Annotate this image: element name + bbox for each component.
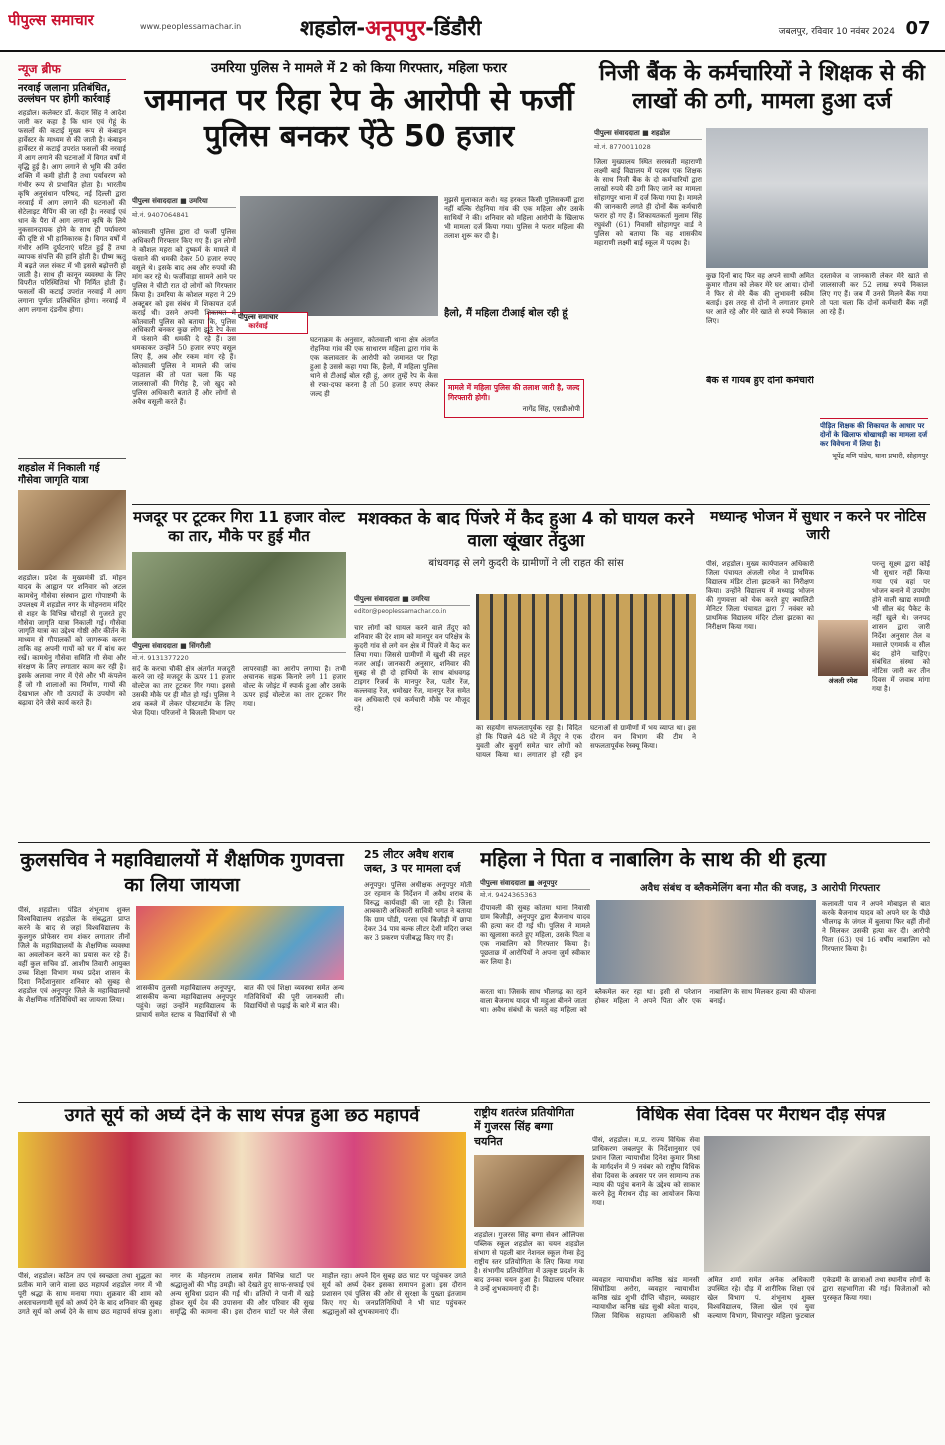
bank-text-3: दस्तावेज व जानकारी लेकर मेरे खाते से जालसाजी कर 52 लाख रुपये निकाल लिए गए हैं। जब मैं उनसे मिलने बैंक गया तो पता चला कि दोनों कर्मचारी बैंक नहीं आ रहे हैं। — [820, 272, 928, 316]
chess-text: शहडोल। गुजरस सिंह बग्गा सेवन ओलिंपस पब्लिक स्कूल शहडोल का चयन शहडोल संभाग से पहली बार नेशनल स्कूल गेम्स हेतु राष्ट्रीय स्तर प्रतियोगिता के लिए किया गया है। संभागीय प्रतियोगिता में उत्कृष्ट प्रदर्शन के बाद उनका चयन हुआ है। विद्यालय परिवार ने उन्हें शुभकामनाएं दी हैं। — [474, 1230, 584, 1293]
chhath-text — [18, 1272, 466, 1432]
midday-meal-story — [706, 508, 930, 838]
midday-headline: मध्यान्ह भोजन में सुधार न करने पर नोटिस जारी — [710, 509, 926, 544]
murder-subhead: अवैध संबंध व ब्लैकमेलिंग बना मौत की वजह, 3 आरोपी गिरफ्तार — [640, 883, 880, 894]
marathon-text-3: दौड़ में शारीरिक शिक्षा एवं खेल विभाग पं. शंभूनाथ शुक्ल विश्वविद्यालय, जिला खेल एवं युवा कल्याण विभाग, विचारपुर महिला फुटबाल एकेडमी के छात्राओं तथा स्थानीय लोगों के द्वारा सहभागिता की गई। विजेताओं को पुरस्कृत किया गया। — [707, 1276, 930, 1320]
murder-byline: पीपुल्स संवाददाता ■ अनूपपुर — [480, 878, 590, 890]
bank-headline: निजी बैंक के कर्मचारियों ने शिक्षक से की लाखों की ठगी, मामला हुआ दर्ज — [599, 61, 925, 114]
marathon-text-2 — [592, 1276, 930, 1434]
murder-text-2: करता था। जिसके साथ भीलगढ़ का रहने वाला बैजनाथ यादव भी महुआ बीनने जाता था। अवैध संबंधों के चलते वह महिला को ब्लैकमेल कर रहा था। इसी से परेशान होकर महिला ने अपने पिता और एक नाबालिग के साथ मिलकर हत्या की योजना बनाई। — [480, 988, 816, 1014]
chhath-text-3: अपने दिन सुबह छठ घाट पर पहुंचकर उगते सूर्य को अर्घ्य देकर इसका समापन हुआ। इस दौरान प्रशासन एवं पुलिस की ओर से सुरक्षा के पुख्ता इंतजाम किए गए थे। जनप्रतिनिधियों ने भी घाट पहुंचकर श्रद्धालुओं को शुभकामनाएं दीं। — [322, 1272, 466, 1316]
page-number: 07 — [905, 18, 931, 39]
murder-byline-box — [480, 878, 590, 902]
gau-seva-photo — [18, 490, 126, 570]
lead-right-column — [444, 196, 584, 500]
midday-caption: अंजली रमेश — [828, 677, 858, 685]
murder-photo — [596, 900, 816, 984]
marathon-photo — [704, 1136, 930, 1272]
dateline: जबलपुर, रविवार 10 नवंबर 2024 — [778, 27, 895, 36]
bank-text-1: जिला मुख्यालय स्थित सरस्वती महाराणी लक्ष्मी बाई विद्यालय में पदस्थ एक शिक्षक के साथ निजी बैंक के दो कर्मचारियों द्वारा लाखों रुपये की ठगी किए जाने का मामला सोहागपुर थाना में दर्ज किया गया है। मामले की जानकारी लगते ही दोनों बैंक कर्मचारी फरार हो गए हैं। शिकायतकर्ता मुलाम सिंह रघुवंशी (61) निवासी सोहागपुर वार्ड ने पुलिस को बताया कि वह शासकीय महाराणी लक्ष्मी बाई स्कूल में पदस्थ है। — [594, 158, 702, 247]
murder-headline: महिला ने पिता व नाबालिग के साथ की थी हत्या — [480, 848, 826, 871]
divider — [18, 1102, 930, 1103]
wire-text: सर्द के करचा चौकी क्षेत्र अंतर्गत मजदूरी करने जा रहे मजदूर के ऊपर 11 हजार वोल्टेज का तार टूटकर गिर गया। इससे उसकी मौके पर ही मौत हो गई। पुलिस ने शव कब्जे में लेकर पोस्टमार्टम के लिए भेज दिया। परिजनों ने बिजली विभाग पर लापरवाही का आरोप लगाया है। तभी अचानक सड़क किनारे लगे 11 हजार वोल्ट के जोइंट में स्पार्क हुआ और उसके ऊपर हाई वोल्टेज का तार टूटकर गिर गया। — [132, 664, 346, 718]
lead-subhead: हैलो, मैं महिला टीआई बोल रही हूं — [444, 308, 568, 319]
brief-tag: न्यूज ब्रीफ — [18, 60, 126, 80]
lead-quote-source: नागेंद्र सिंह, एसडीओपी — [522, 405, 580, 414]
liquor-story — [364, 848, 472, 1098]
lead-headline: जमानत पर रिहा रेप के आरोपी से फर्जी पुलिस बनकर ऐंठे 50 हजार — [144, 82, 574, 155]
bank-caption-source: भूपेंद्र मणि पांडेय, थाना प्रभारी, सोहागपुर — [832, 452, 928, 461]
gau-seva-headline: शहडोल में निकाली गई गौसेवा जागृति यात्रा — [18, 463, 100, 486]
midday-text-2: परन्तु सूक्ष्म द्वारा कोई भी सुधार नहीं किया गया एवं वहां पर भोजन बनाने में उपयोग होने वाली खाद्य सामग्री भी सील बंद पैकेट के नहीं खुले थे। जनपद शासन द्वारा जारी निर्देश अनुसार तेल व मसाले एगमार्क व सील बंद होने चाहिए। संबंधित संस्था को नोटिस जारी कर तीन दिवस में जवाब मांगा गया है। — [872, 560, 930, 694]
divider — [18, 458, 126, 459]
gau-seva-text: शहडोल। प्रदेश के मुख्यमंत्री डॉ. मोहन यादव के आह्वान पर शनिवार को अटल कामधेनु गौसेवा संस्थान द्वारा गोपाष्टमी के उपलक्ष्य में शहडोल नगर के मोहनराम मंदिर से शहर के विभिन्न चौराहों से गुजरते हुए गौसेवा जागृति यात्रा निकाली गई। गौसेवा जागृति यात्रा का उद्देश्य गोष्ठी और कीर्तन के माध्यम से गौपालकों को जागरूक करना ताकि वह अपनी गायों को घर में बांध कर रखें। कामधेनु गौसेवा समिति गौ सेवा और संरक्षण के लिए लगातार काम कर रही है। इसके अलावा नगर में ऐसे और भी कंपलेन हैं जो गौ शालाओं का निर्माण, गायों की देखभाल और गौ उत्पादों के उपयोग को बढ़ावा देने जैसे कार्य करते हैं। — [18, 573, 126, 708]
wire-story — [132, 508, 346, 838]
stamp-label: कार्रवाई — [248, 322, 268, 330]
leopard-subhead: बांधवगढ़ से लगे कुदरी के ग्रामीणों ने ली राहत की सांस — [428, 558, 624, 570]
brief-headline: नरवाई जलाना प्रतिबंधित, उल्लंघन पर होगी कार्रवाई — [18, 83, 111, 106]
lead-text-right: मुझसे मुलाकात करो। यह हरकत किसी पुलिसकर्मी द्वारा नहीं बल्कि रोहनिया गांव की एक महिला और उसके साथियों ने की। शनिवार को महिला आरोपी के खिलाफ भी मामला दर्ज किया गया। पुलिस ने फरार महिला की तलाश शुरू कर दी है। — [444, 196, 584, 240]
bank-byline-box — [594, 128, 702, 154]
murder-phone: मो.नं. 9424365363 — [480, 891, 537, 899]
midday-portrait — [818, 620, 868, 676]
chess-story — [474, 1106, 584, 1436]
section-mid: अनूपपुर — [365, 16, 426, 40]
uni-text-1: पीसं, शहडोल। पंडित शंभूनाथ शुक्ल विश्वविद्यालय शहडोल के संबद्धता प्राप्त करने के बाद से जहां विश्वविद्यालय के कुलगुरु प्रोफेसर राम शंकर लगातार तीनों जिले के महाविद्यालयों के शैक्षणिक व्यवस्था का अवलोकन करने का प्रयास कर रहे हैं। वहीं कुल सचिव डॉ. आशीष तिवारी आयुक्त उच्च शिक्षा विभाग मध्य प्रदेश शासन के दिशा निर्देशानुसार शनिवार को सुबह से शहडोल एवं अनूपपुर जिले के महाविद्यालयों के शैक्षणिक गतिविधियों का जायजा लिया। — [18, 906, 130, 1004]
marathon-text-2a: व्यवहार न्यायाधीश कनिष्ठ खंड मानसी सिंघोडिया अरोरा, व्यवहार न्यायाधीश कनिष्ठ खंड शुभी दीप्ति चौहान, व्यवहार न्यायाधीश कनिष्ठ खंड सुश्री श्वेता यादव, जिला विधिक सहायता अधिकारी श्री अमित शर्मा समेत अनेक अधिकारी उपस्थित रहे। — [592, 1276, 815, 1320]
bank-phone: मो.नं. 8770011028 — [594, 143, 651, 151]
uni-photo — [136, 906, 344, 980]
wire-phone: मो.नं. 9131377220 — [132, 653, 189, 662]
uni-headline: कुलसचिव ने महाविद्यालयों में शैक्षणिक गुणवत्ता का लिया जायजा — [20, 849, 344, 896]
university-story — [18, 848, 346, 1098]
marathon-headline: विधिक सेवा दिवस पर मैराथन दौड़ संपन्न — [636, 1106, 886, 1125]
bank-photo — [706, 128, 928, 268]
murder-text-3: कलावती पाव ने अपने मोबाइल से बात करके बैजनाथ यादव को अपने घर के पीछे भीलगढ़ के जंगल में बुलाया फिर वहीं तीनों ने मिलकर उसकी हत्या कर दी। आरोपी पिता (63) एवं 16 वर्षीय नाबालिग को गिरफ्तार किया है। — [822, 900, 930, 953]
bank-caption: पीड़ित शिक्षक की शिकायत के आधार पर दोनों के खिलाफ धोखाधड़ी का मामला दर्ज कर विवेचना में लिया है। — [820, 422, 928, 449]
bank-story — [594, 60, 930, 500]
lead-text-middle: घटनाक्रम के अनुसार, कोतवाली थाना क्षेत्र अंतर्गत रोहनिया गांव की एक साधारण महिला द्वारा गांव के एक कलावतार के आरोपी को जमानत पर रिहा हुआ है उससे कहा गया कि, हैलो, मैं महिला पुलिस थाने से टीआई बोल रही हूं, अगर तुम्हें रेप के केस से रफा-दफा करना है तो 50 हजार रुपए लेकर जल्द ही — [310, 336, 438, 398]
lead-text-left: कोतवाली पुलिस द्वारा दो फर्जी पुलिस अधिकारी गिरफ्तार किए गए हैं। इन लोगों ने कौशल महरा को दुष्कर्म के मामले में फंसाने की धमकी देकर 50 हजार रुपए वसूले थे। इसके बाद अब और रुपयों की मांग कर रहे थे। फर्जीवाड़ा सामने आने पर पुलिस ने चीटी रात दो लोगों को गिरफ्तार किया है। उमरिया के कोशल महरा ने 29 अक्टूबर को इस संबंध में शिकायत दर्ज कराई थी। उसने अपनी शिकायत में कोतवाली पुलिस को बताया कि, पुलिस अधिकारी बनकर कुछ लोग झूठे रेप केस में फंसाने की धमकी दे रहे हैं। उस धमकाकर उन्होंने 50 हजार रुपए वसूल लिए हैं, अब और रकम मांग रहे हैं। कोतवाली पुलिस ने मामले की जांच पड़ताल की तो पता चला कि यह जालसाजों की गिरोह है, जो खुद को पुलिस अधिकारी बताते हैं और लोगों से अवैध वसूली करते हैं। — [132, 228, 236, 407]
marathon-text-1: पीसं, शहडोल। म.प्र. राज्य विधिक सेवा प्राधिकरण जबलपुर के निर्देशानुसार एवं प्रधान जिला न्यायाधीश दिनेश कुमार मिश्रा के मार्गदर्शन में 9 नवंबर को राष्ट्रीय विधिक सेवा दिवस के अवसर पर जन सामान्य तक न्याय की पहुंच बनाने के उद्देश्य को साकार करने हेतु मैराथन दौड़ का आयोजन किया गया। — [592, 1136, 700, 1207]
section-title — [300, 14, 640, 42]
marathon-story — [592, 1106, 930, 1436]
bank-byline: पीपुल्स संवाददाता ■ शहडोल — [594, 128, 702, 140]
divider — [18, 842, 930, 843]
divider — [132, 504, 930, 505]
section-prefix: शहडोल- — [300, 16, 366, 40]
chess-photo — [474, 1155, 584, 1227]
leopard-text-1: चार लोगों को घायल करने वाले तेंदुए को शनिवार की देर शाम को मानपुर वन परिक्षेत्र के कुदरी गांव से लगे वन क्षेत्र में पिंजरे में कैद कर लिया गया। जिससे ग्रामीणों में खुशी की लहर नजर आई। जानकारी अनुसार, शनिवार की सुबह से ही दो हाथियों के साथ बांधवगढ़ टाइगर रिजर्व के मानपुर रेंज, पतौर रेंज, कल्लवाह रेंज, धमोखर रेंज, मानपुर रेंज समेत वन अधिकारी एवं कर्मचारी मौके पर मौजूद रहे। — [354, 624, 470, 713]
wire-byline-row — [132, 641, 346, 662]
leopard-email: editor@peoplessamachar.co.in — [354, 608, 447, 615]
leopard-story — [354, 508, 698, 838]
bank-subhead: बैंक से गायब हुए दोनों कर्मचारी — [706, 376, 814, 386]
chhath-text-1: पीसं, शहडोल। कठिन तप एवं स्वच्छता तथा शुद्धता का प्रतीक माने जाने वाला छठ महापर्व शहडोल नगर में भी पूरी श्रद्धा के साथ मनाया गया। शुक्रवार की शाम को अस्ताचलगामी सूर्य को अर्घ्य देने के बाद शनिवार की सुबह उगते सूर्य को अर्घ्य देने के साथ छठ महापर्व संपन्न हुआ। नगर के मोहनराम तालाब समेत विभिन्न घाटों पर श्रद्धालुओं की भीड़ उमड़ी। — [18, 1272, 314, 1316]
lead-byline: पीपुल्स संवाददाता ■ उमरिया — [132, 196, 236, 208]
lead-quote-box — [444, 379, 584, 418]
brief-text: शहडोल। कलेक्टर डॉ. केदार सिंह ने आदेश जारी कर कहा है कि धान एवं गेहूं के फसलों की कटाई मुख्य रूप से कंबाइन हार्वेस्टर के माध्यम से की जाती है। कंबाइन हार्वेस्टर से कटाई उपरांत फसलों की नरवाई में आग लगाने की घटनाओं में विगत वर्षों में वृद्धि हुई है। आग लगाने से भूमि की उर्वरा शक्ति में कमी होती है तथा पर्यावरण को गंभीर रूप से प्रभावित होता है। भारतीय कृषि अनुसंधान परिषद, नई दिल्ली द्वारा नरवाई में आग लगाने की घटनाओं की सेटेलाइट मैपिंग की जा रही है। नरवाई एवं धान के पैरा में आग लगाना कृषि के लिये नुकसानदायक होने के साथ ही पर्यावरण की दृष्टि से भी हानिकारक है। विगत वर्षों में गंभीर अग्नि दुर्घटनाएं घटित हुई हैं तथा व्यापक संपत्ति की हानि होती है। ग्रीष्म ऋतु में बढ़ते जल संकट में भी इससे बढ़ोत्तरी हो जाती है। साथ ही कानून व्यवस्था के लिए विपरीत परिस्थितियां भी निर्मित होती हैं। फसलों की कटाई उपरांत नरवाई में आग लगाना पूर्णतः प्रतिबंधित होगा। नरवाई में आग लगाना दंडनीय होगा। — [18, 109, 126, 315]
lead-story — [132, 60, 586, 500]
murder-text-1: दीपावली की सुबह कोतमा थाना निवासी ग्राम बिजौड़ी, अनूपपुर द्वारा बैजनाथ यादव की हत्या कर दी गई थी। पुलिस ने मामले का खुलासा करते हुए महिला, उसके पिता व एक नाबालिग को गिरफ्तार किया है। पूछताछ में आरोपियों ने अपना जुर्म स्वीकार कर लिया है। — [480, 904, 590, 966]
chhath-story — [18, 1106, 466, 1436]
section-suffix: -डिंडौरी — [425, 16, 482, 40]
masthead — [0, 0, 945, 52]
chhath-text-2: को देखते हुए साफ-सफाई एवं अन्य सुविधा प्रदान की गई थी। व्रतियों ने पानी में खड़े होकर सूर्य देव की उपासना की और परिवार की सुख समृद्धि की कामना की। इस दौरान घाटों पर मेले जैसा माहौल रहा। — [170, 1272, 353, 1316]
leopard-byline: पीपुल्स संवाददाता ■ उमरिया — [354, 594, 470, 606]
midday-text-1: पीसं, शहडोल। मुख्य कार्यपालन अधिकारी जिला पंचायत अंजली रमेश ने प्राथमिक विद्यालय मंडिर टोला झटकने का निरीक्षण किया। उन्होंने विद्यालय में मध्याह्न भोजन की गुणवत्ता को चेक करते हुए क्वालिटी मेनिटर जिला पंचायत द्वारा 7 नवंबर को प्राथमिक विद्यालय मंदिर टोला झटका का निरीक्षण किया गया। — [706, 560, 814, 631]
bank-text-2: कुछ दिनों बाद फिर वह अपने साथी अमित कुमार गौतम को लेकर मेरे घर आया। दोनों ने फिर से मेरे बैंक की लुभावनी स्कीम बताई। इस तरह से दोनों ने लगातार हमारे घर आते रहे और मेरे खाते से रुपये निकाल लिए। — [706, 272, 814, 325]
stamp-brand: पीपुल्स समाचार — [237, 313, 279, 321]
brand-name: पीपुल्स समाचार — [8, 11, 94, 29]
leopard-byline-box — [354, 594, 470, 620]
chess-headline: राष्ट्रीय शतरंज प्रतियोगिता में गुजरस सिंह बग्गा चयनित — [474, 1106, 574, 1148]
wire-photo — [132, 552, 346, 638]
lead-photo — [240, 196, 438, 316]
liquor-text: अनूपपुर। पुलिस अधीक्षक अनूपपुर मोती उर रहमान के निर्देशन में अवैध शराब के विरुद्ध कार्यवाही की जा रही है। जिला आबकारी अधिकारी सावित्री भगत ने बताया कि ग्राम पोंडी, परसा एवं बिजौड़ी में छापा देकर 34 पाव बल्क लीटर देशी मदिरा जब्त कर 3 प्रकरण पंजीबद्ध किए गए हैं। — [364, 880, 472, 943]
brand-logo — [8, 10, 138, 38]
liquor-headline: 25 लीटर अवैध शराब जब्त, 3 पर मामला दर्ज — [364, 848, 461, 876]
chhath-photo — [18, 1132, 466, 1268]
website-url: www.peoplessamachar.in — [140, 22, 242, 31]
murder-story — [480, 848, 930, 1098]
bank-caption-box — [820, 418, 928, 498]
lead-kicker: उमरिया पुलिस ने मामले में 2 को किया गिरफ्तार, महिला फरार — [211, 61, 507, 76]
lead-byline-box — [132, 196, 236, 224]
wire-byline: पीपुल्स संवाददाता ■ सिंगरौली — [132, 641, 346, 653]
uni-text-2: शासकीय तुलसी महाविद्यालय अनूपपुर, शासकीय कन्या महाविद्यालय अनूपपुर पहुंचे। जहां उन्होंने महाविद्यालय के प्राचार्य समेत स्टाफ व विद्यार्थियों से भी बात की एवं शिक्षा व्यवस्था समेत अन्य गतिविधियों की पूरी जानकारी ली। विद्यार्थियों से पढ़ाई के बारे में बात की। — [136, 984, 344, 1019]
chhath-headline: उगते सूर्य को अर्घ्य देने के साथ संपन्न हुआ छठ महापर्व — [64, 1106, 420, 1126]
leopard-headline: मशक्कत के बाद पिंजरे में कैद हुआ 4 को घायल करने वाला खूंखार तेंदुआ — [358, 509, 694, 552]
lead-quote: मामले में महिला पुलिस की तलाश जारी है, जल्द गिरफ्तारी होगी। — [448, 383, 580, 403]
leopard-text-2: का सहयोग सफलतापूर्वक रहा है। विदित हो कि पिछले 48 घंटे में तेंदुए ने एक युवती और बुजुर्ग समेत चार लोगों को घायल किया था। लगातार हो रही इन घटनाओं से ग्रामीणों में भय व्याप्त था। इस दौरान वन विभाग की टीम ने सफलतापूर्वक रेस्क्यू किया। — [476, 724, 696, 759]
leopard-photo — [476, 594, 696, 720]
wire-headline: मजदूर पर टूटकर गिरा 11 हजार वोल्ट का तार, मौके पर हुई मौत — [133, 508, 345, 545]
lead-phone: मो.नं. 9407064841 — [132, 211, 189, 219]
